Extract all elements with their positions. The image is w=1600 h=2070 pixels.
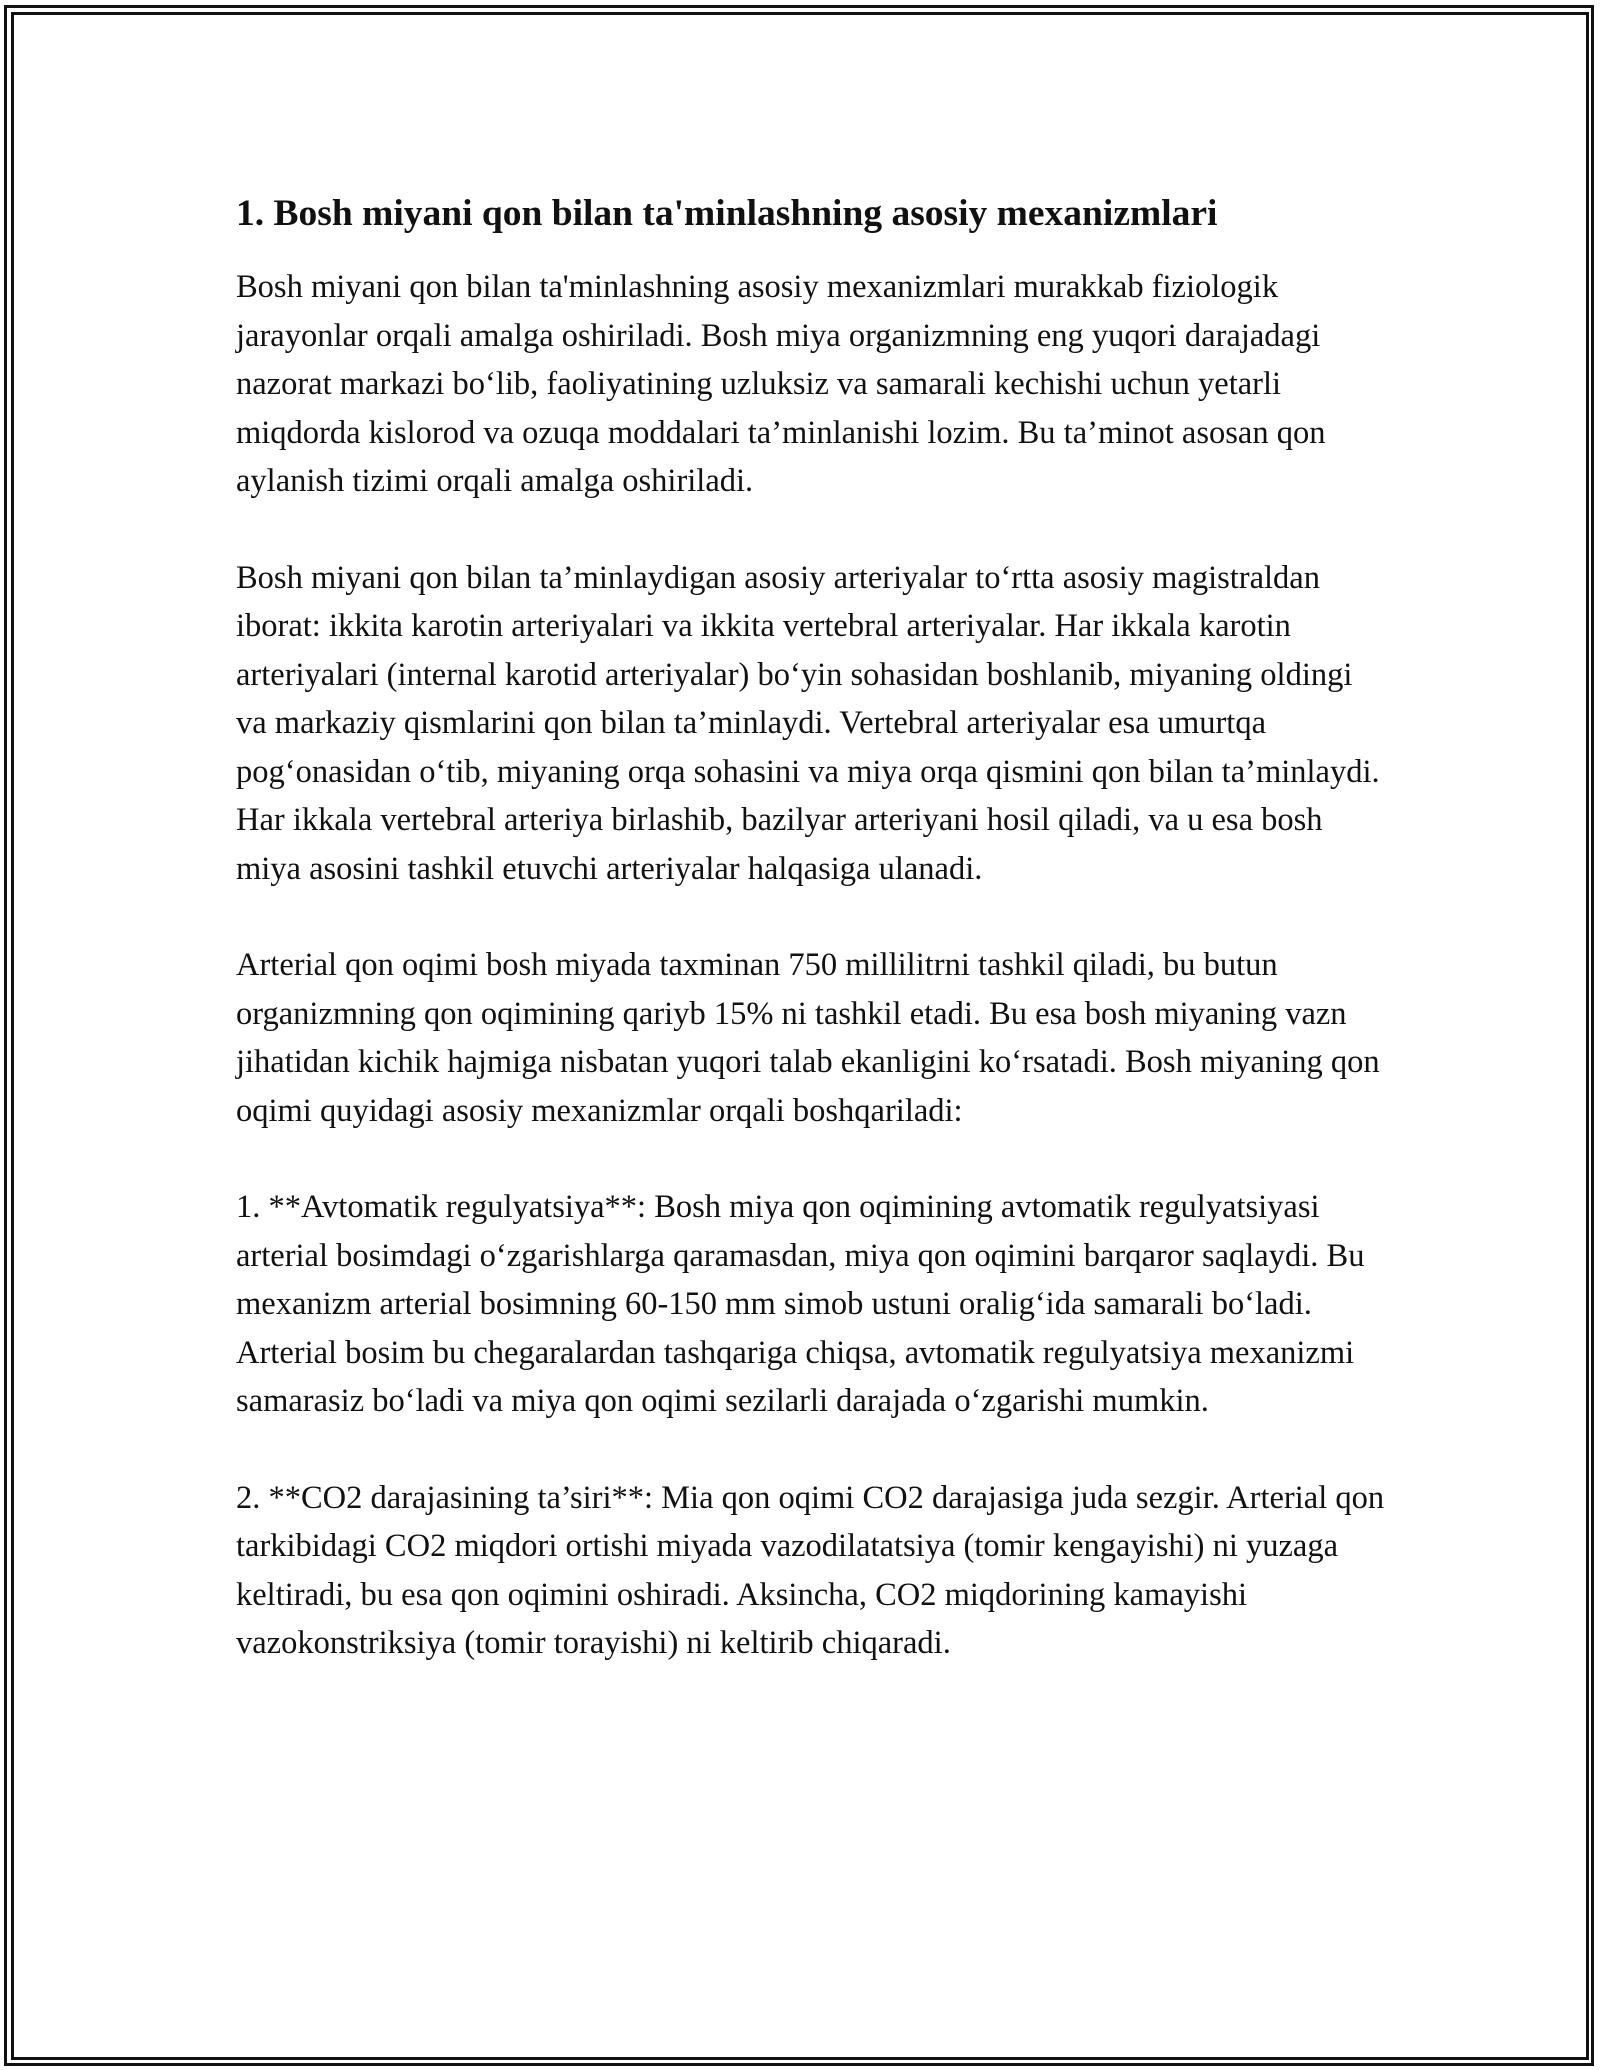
paragraph-autoregulation: 1. **Avtomatik regulyatsiya**: Bosh miya qon oqimining avtomatik regulyatsiyasi arterial bosimdagi o‘zgarishlarga qaramasdan, miya qon oqimini barqaror saqlaydi. Bu mexanizm arterial bosimning 60-150 mm simob ustuni oralig‘ida samarali bo‘ladi. Arterial bosim bu chegaralardan tashqariga chiqsa, avtomatik regulyatsiya mexanizmi samarasiz bo‘ladi va miya qon oqimi sezilarli darajada o‘zgarishi mumkin. <box>236 1189 1365 1419</box>
paragraph-arteries: Bosh miyani qon bilan ta’minlaydigan asosiy arteriyalar to‘rtta asosiy magistraldan iborat: ikkita karotin arteriyalari va ikkita vertebral arteriyalar. Har ikkala karotin arteriyalari (internal karotid arteriyalar) bo‘yin sohasidan boshlanib, miyaning oldingi va markaziy qismlarini qon bilan ta’minlaydi. Vertebral arteriyalar esa umurtqa pog‘onasidan o‘tib, miyaning orqa sohasini va miya orqa qismini qon bilan ta’minlaydi. Har ikkala vertebral arteriya birlashib, bazilyar arteriyani hosil qiladi, va u esa bosh miya asosini tashkil etuvchi arteriyalar halqasiga ulanadi. <box>236 559 1380 887</box>
paragraph-co2-effect: 2. **CO2 darajasining ta’siri**: Mia qon oqimi CO2 darajasiga juda sezgir. Arterial qon tarkibidagi CO2 miqdori ortishi miyada vazodilatatsiya (tomir kengayishi) ni yuzaga keltiradi, bu esa qon oqimini oshiradi. Aksincha, CO2 miqdorining kamayishi vazokonstriksiya (tomir torayishi) ni keltirib chiqaradi. <box>236 1479 1385 1661</box>
paragraph-intro: Bosh miyani qon bilan ta'minlashning asosiy mexanizmlari murakkab fiziologik jarayonlar orqali amalga oshiriladi. Bosh miya organizmning eng yuqori darajadagi nazorat markazi bo‘lib, faoliyatining uzluksiz va samarali kechishi uchun yetarli miqdorda kislorod va ozuqa moddalari ta’minlanishi lozim. Bu ta’minot asosan qon aylanish tizimi orqali amalga oshiriladi. <box>236 269 1326 499</box>
section-heading: 1. Bosh miyani qon bilan ta'minlashning asosiy mexanizmlari <box>236 193 1218 234</box>
document-body <box>236 186 1386 1716</box>
paragraph-blood-flow: Arterial qon oqimi bosh miyada taxminan 750 millilitrni tashkil qiladi, bu butun organizmning qon oqimining qariyb 15% ni tashkil etadi. Bu esa bosh miyaning vazn jihatidan kichik hajmiga nisbatan yuqori talab ekanligini ko‘rsatadi. Bosh miyaning qon oqimi quyidagi asosiy mexanizmlar orqali boshqariladi: <box>236 947 1380 1129</box>
